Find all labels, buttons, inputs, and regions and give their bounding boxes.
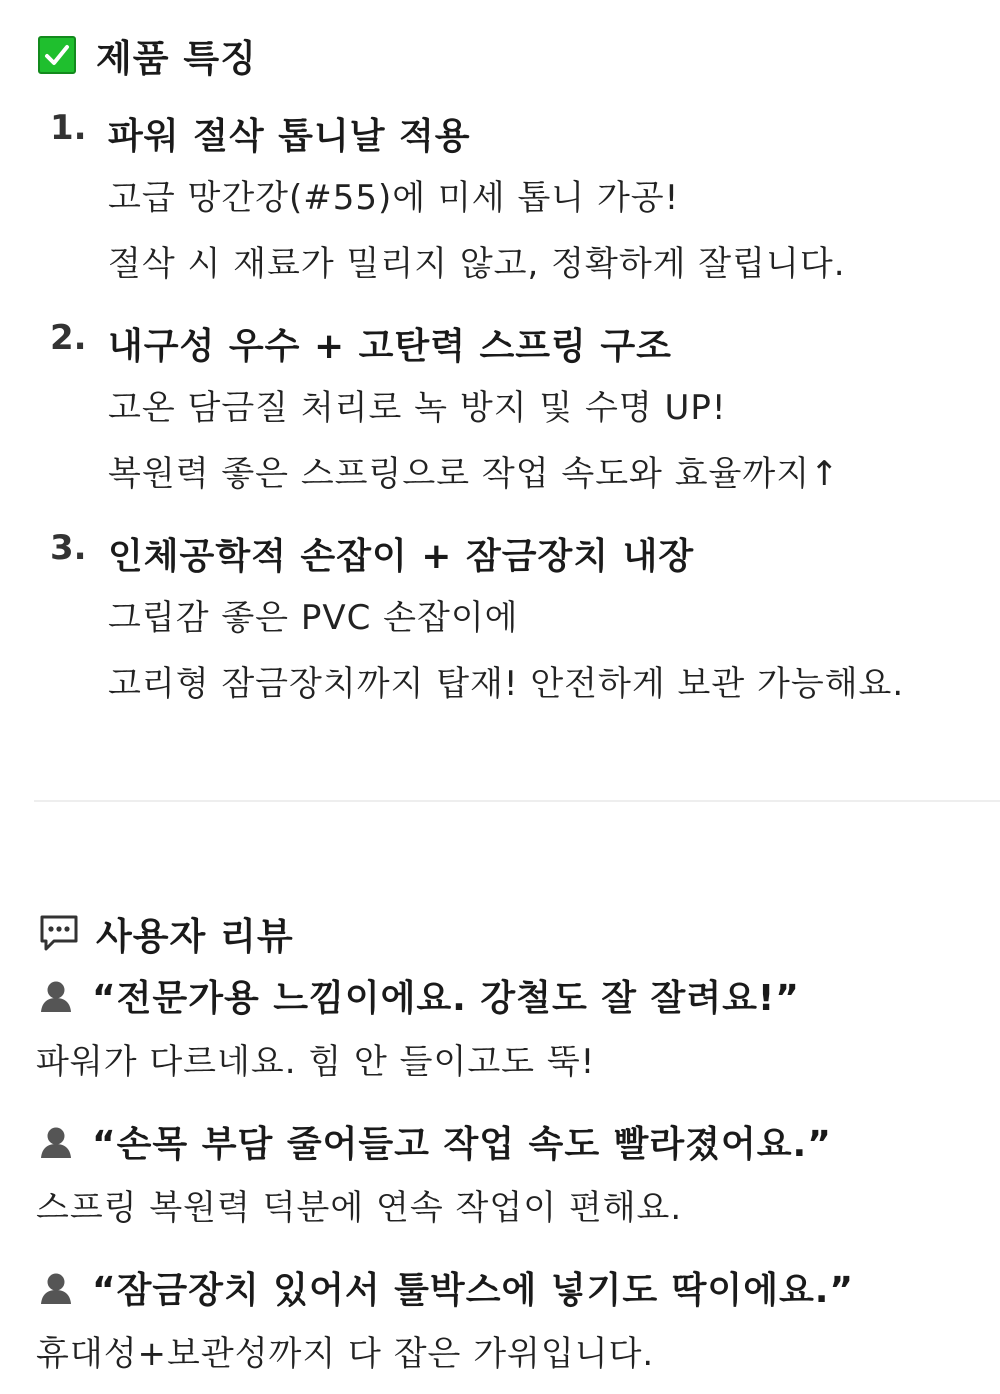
review-body: 스프링 복원력 덕분에 연속 작업이 편해요.: [36, 1188, 683, 1228]
feature-line: 고급 망간강(#55)에 미세 톱니 가공!: [108, 178, 680, 218]
speech-bubble-icon: [38, 913, 80, 953]
feature-line: 복원력 좋은 스프링으로 작업 속도와 효율까지↑: [108, 454, 840, 494]
section-divider: [34, 800, 1000, 802]
feature-line: 고온 담금질 처리로 녹 방지 및 수명 UP!: [108, 388, 727, 428]
review-quote-text: “전문가용 느낌이에요. 강철도 잘 잘려요!”: [92, 978, 800, 1019]
review-quote-text: “손목 부담 줄어들고 작업 속도 빨라졌어요.”: [92, 1124, 832, 1165]
person-icon: [38, 1124, 74, 1160]
check-mark-button-icon: [38, 36, 76, 74]
review-quote: [38, 1116, 832, 1167]
reviews-title: [38, 906, 294, 960]
feature-number: 1.: [50, 108, 87, 148]
person-icon: [38, 978, 74, 1014]
person-icon: [38, 1270, 74, 1306]
review-body: 휴대성+보관성까지 다 잡은 가위입니다.: [36, 1334, 655, 1374]
feature-heading: 파워 절삭 톱니날 적용: [108, 116, 471, 157]
feature-heading: 내구성 우수 + 고탄력 스프링 구조: [108, 326, 672, 367]
feature-line: 절삭 시 재료가 밀리지 않고, 정확하게 잘립니다.: [108, 244, 846, 284]
feature-heading: 인체공학적 손잡이 + 잠금장치 내장: [108, 536, 695, 577]
review-quote-text: “잠금장치 있어서 툴박스에 넣기도 딱이에요.”: [92, 1270, 855, 1311]
feature-line: 고리형 잠금장치까지 탑재! 안전하게 보관 가능해요.: [108, 664, 905, 704]
features-title: [38, 28, 257, 82]
review-quote: [38, 970, 800, 1021]
reviews-title-text: 사용자 리뷰: [96, 915, 294, 958]
review-quote: [38, 1262, 854, 1313]
feature-number: 2.: [50, 318, 87, 358]
feature-number: 3.: [50, 528, 87, 568]
review-body: 파워가 다르네요. 힘 안 들이고도 뚝!: [36, 1042, 596, 1082]
feature-line: 그립감 좋은 PVC 손잡이에: [108, 598, 519, 638]
features-title-text: 제품 특징: [96, 37, 257, 80]
